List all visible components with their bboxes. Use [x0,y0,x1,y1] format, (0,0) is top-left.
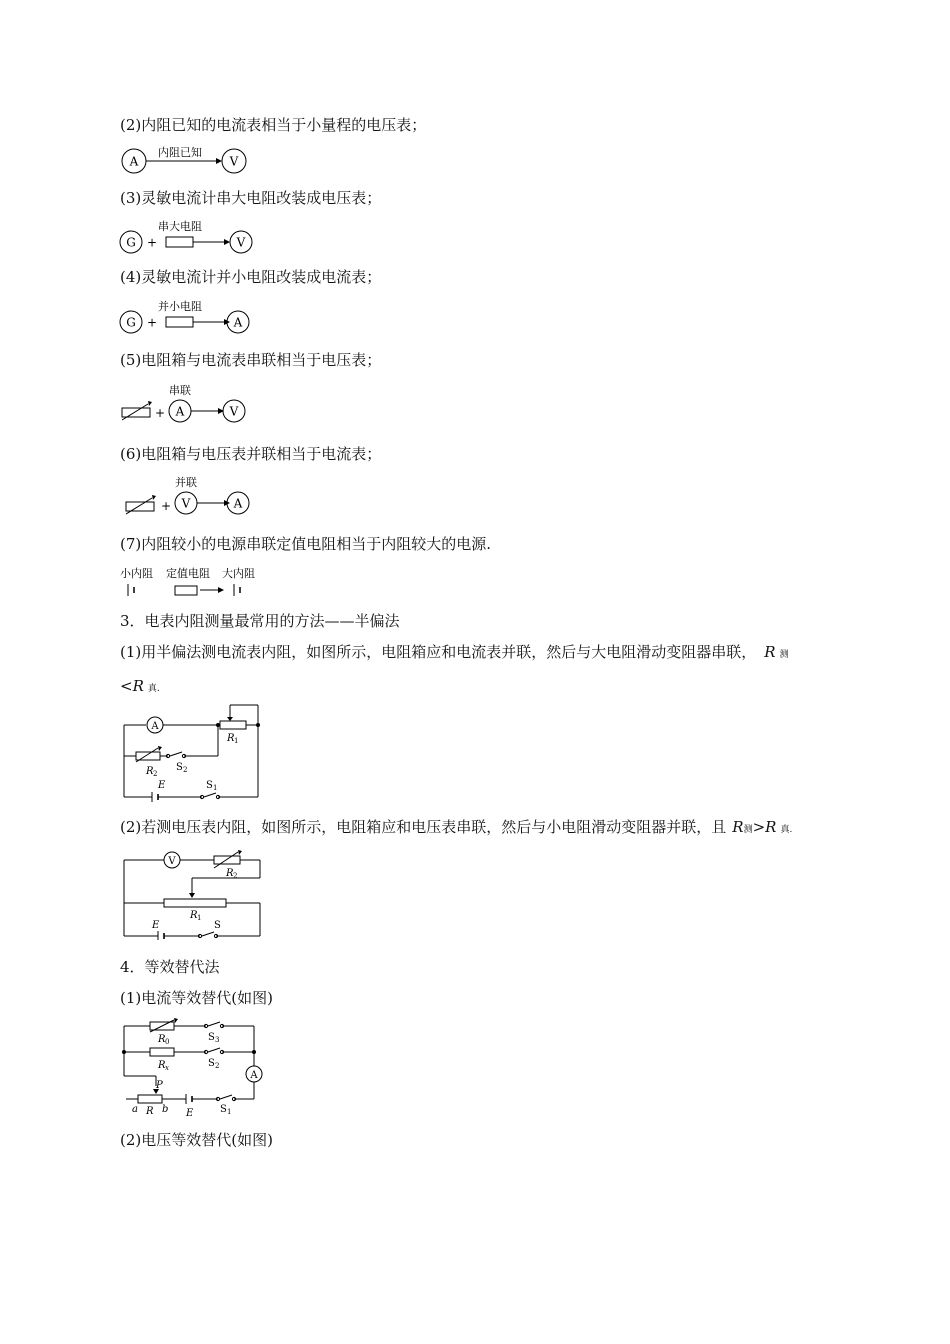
voltmeter-letter: V [229,154,239,169]
svg-text:a: a [132,1104,138,1115]
svg-text:S: S [206,780,213,791]
svg-text:大内阻: 大内阻 [222,567,255,580]
item-6-text: (6)电阻箱与电压表并联相当于电流表； [120,445,382,463]
section-3-para-1: (1)用半偏法测电流表内阻，如图所示，电阻箱应和电流表并联，然后与大电阻滑动变阻器串联， R 测 <R 真. [120,643,789,695]
figure-resistance-box-parallel [120,472,260,518]
svg-text:S: S [208,1032,215,1043]
svg-text:G: G [126,235,136,250]
svg-text:+: + [160,499,172,513]
svg-text:1: 1 [213,784,218,792]
svg-text:S: S [176,762,183,773]
figure-galvanometer-parallel [118,296,258,338]
item-4-text: (4)灵敏电流计并小电阻改装成电流表； [120,268,382,286]
svg-text:+: + [146,235,158,250]
arrow-head [216,158,222,164]
svg-text:2: 2 [233,872,238,880]
svg-text:R: R [190,910,198,921]
figure-resistance-box-series [118,380,258,426]
svg-text:V: V [236,235,246,250]
circuit-voltmeter-half-deflection [118,848,268,940]
svg-text:G: G [126,315,136,330]
svg-text:A: A [233,315,243,330]
svg-text:A: A [151,721,159,732]
svg-text:S: S [214,920,221,931]
svg-text:A: A [250,1070,258,1081]
svg-text:E: E [152,920,160,931]
svg-text:P: P [156,1080,163,1091]
figure-source-series-resistor [118,564,268,602]
svg-text:串联: 串联 [169,384,191,397]
svg-text:1: 1 [234,737,239,745]
figure-ammeter-to-voltmeter [118,144,248,176]
svg-text:1: 1 [197,914,202,922]
section-4-para-1: (1)电流等效替代(如图) [120,989,273,1007]
circuit-current-substitution [118,1016,268,1120]
item-7-text: (7)内阻较小的电源串联定值电阻相当于内阻较大的电源. [120,535,492,553]
svg-text:R: R [158,1034,166,1045]
svg-text:V: V [229,404,239,419]
item-5-text: (5)电阻箱与电流表串联相当于电压表； [120,351,382,369]
svg-text:V: V [181,496,191,511]
svg-text:2: 2 [183,766,188,774]
svg-text:并小电阻: 并小电阻 [158,300,202,313]
figure-galvanometer-series [118,216,258,258]
resistance-box-symbol [122,408,150,417]
svg-text:并联: 并联 [175,476,197,489]
section-4-heading: 4．等效替代法 [120,958,220,976]
svg-text:串大电阻: 串大电阻 [158,220,202,233]
svg-text:3: 3 [215,1036,220,1044]
svg-text:A: A [175,404,185,419]
svg-text:2: 2 [153,770,158,778]
svg-text:S: S [220,1104,227,1115]
svg-text:A: A [233,496,243,511]
svg-text:R: R [158,1060,166,1071]
svg-text:小内阻: 小内阻 [120,567,153,580]
svg-text:R: R [226,868,234,879]
svg-text:R: R [227,733,235,744]
svg-text:S: S [208,1058,215,1069]
svg-text:R: R [146,1106,154,1117]
svg-text:+: + [154,406,166,420]
svg-text:R: R [146,766,154,777]
svg-text:0: 0 [165,1038,170,1046]
resistor-symbol [166,237,193,247]
item-2-text: (2)内阻已知的电流表相当于小量程的电压表； [120,116,427,134]
svg-text:1: 1 [227,1108,232,1116]
item-3-text: (3)灵敏电流计串大电阻改装成电压表； [120,189,382,207]
section-3-para-2: (2)若测电压表内阻，如图所示，电阻箱应和电压表串联，然后与小电阻滑动变阻器并联，且 R测>R 真. [120,818,793,836]
svg-text:E: E [186,1108,194,1119]
svg-text:b: b [162,1104,169,1115]
svg-text:2: 2 [215,1062,220,1070]
svg-text:+: + [146,315,158,330]
svg-text:E: E [158,780,166,791]
section-3-heading: 3．电表内阻测量最常用的方法——半偏法 [120,612,400,630]
circuit-ammeter-half-deflection [118,700,268,804]
svg-text:V: V [168,856,176,867]
svg-text:x: x [165,1064,169,1072]
svg-text:定值电阻: 定值电阻 [166,567,210,580]
ammeter-letter: A [129,154,139,169]
arrow-label: 内阻已知 [158,146,202,159]
section-4-para-2: (2)电压等效替代(如图) [120,1131,273,1149]
